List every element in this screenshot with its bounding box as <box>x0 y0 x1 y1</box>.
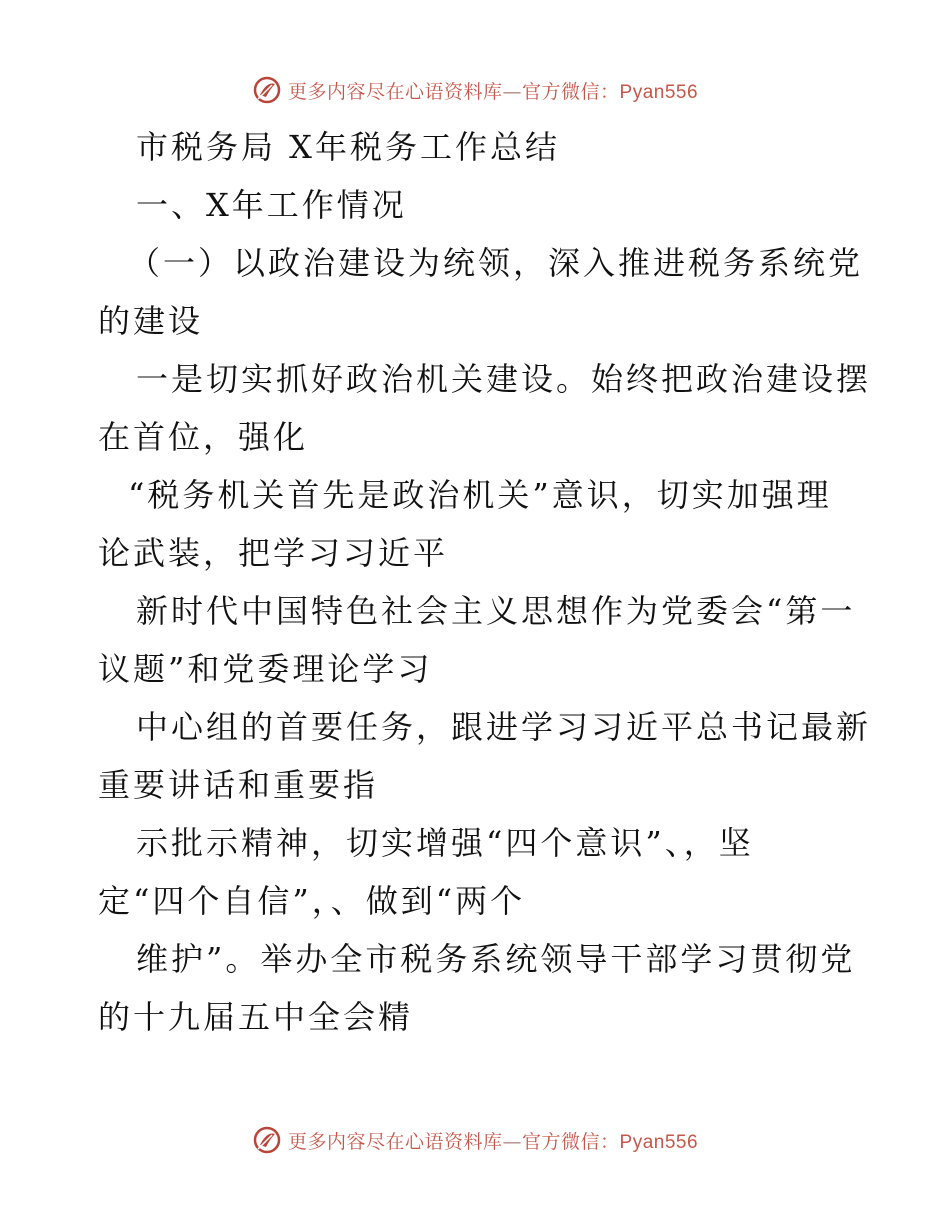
paragraph-line: 定“四个自信”，、做到“两个 <box>98 882 526 920</box>
footer-watermark-text <box>288 1127 698 1154</box>
footer-watermark-main: 更多内容尽在心语资料库 <box>287 1130 503 1153</box>
footer-watermark-separator: — <box>502 1130 522 1153</box>
paragraph-line: 议题”和党委理论学习 <box>98 650 433 688</box>
header-watermark-label: 官方微信 <box>521 80 600 103</box>
paragraph-line: 示批示精神，切实增强“四个意识”、，坚 <box>136 824 754 862</box>
document-title: 市税务局 X年税务工作总结 <box>136 128 560 166</box>
logo-icon <box>252 1125 282 1155</box>
subsection-heading-line-1: （一）以政治建设为统领，深入推进税务系统党 <box>128 244 864 282</box>
footer-watermark-banner <box>0 1120 950 1160</box>
footer-watermark-colon: ： <box>600 1130 620 1153</box>
logo-icon <box>252 75 282 105</box>
footer-watermark-label: 官方微信 <box>521 1130 600 1153</box>
paragraph-line: 中心组的首要任务，跟进学习习近平总书记最新 <box>136 708 872 746</box>
paragraph-line: 重要讲话和重要指 <box>98 766 379 804</box>
section-heading: 一、X年工作情况 <box>136 186 407 224</box>
header-watermark-text <box>288 77 698 104</box>
paragraph-line: 维护”。举办全市税务系统领导干部学习贯彻党 <box>136 940 856 978</box>
subsection-heading-line-2: 的建设 <box>98 302 204 340</box>
header-watermark-main: 更多内容尽在心语资料库 <box>287 80 503 103</box>
paragraph-line: 一是切实抓好政治机关建设。始终把政治建设摆 <box>136 360 872 398</box>
paragraph-line: 新时代中国特色社会主义思想作为党委会“第一 <box>136 592 856 630</box>
paragraph-line: 论武装，把学习习近平 <box>98 534 449 572</box>
document-body <box>98 118 872 1046</box>
header-watermark-colon: ： <box>600 80 620 103</box>
paragraph-line: 在首位，强化 <box>98 418 309 456</box>
header-watermark-separator: — <box>502 80 522 103</box>
footer-watermark-wechat-id: Pyan556 <box>619 1131 699 1153</box>
paragraph-line: “税务机关首先是政治机关”意识，切实加强理 <box>128 476 832 514</box>
header-watermark-wechat-id: Pyan556 <box>619 81 699 103</box>
header-watermark-banner <box>0 70 950 110</box>
paragraph-line: 的十九届五中全会精 <box>98 998 414 1036</box>
